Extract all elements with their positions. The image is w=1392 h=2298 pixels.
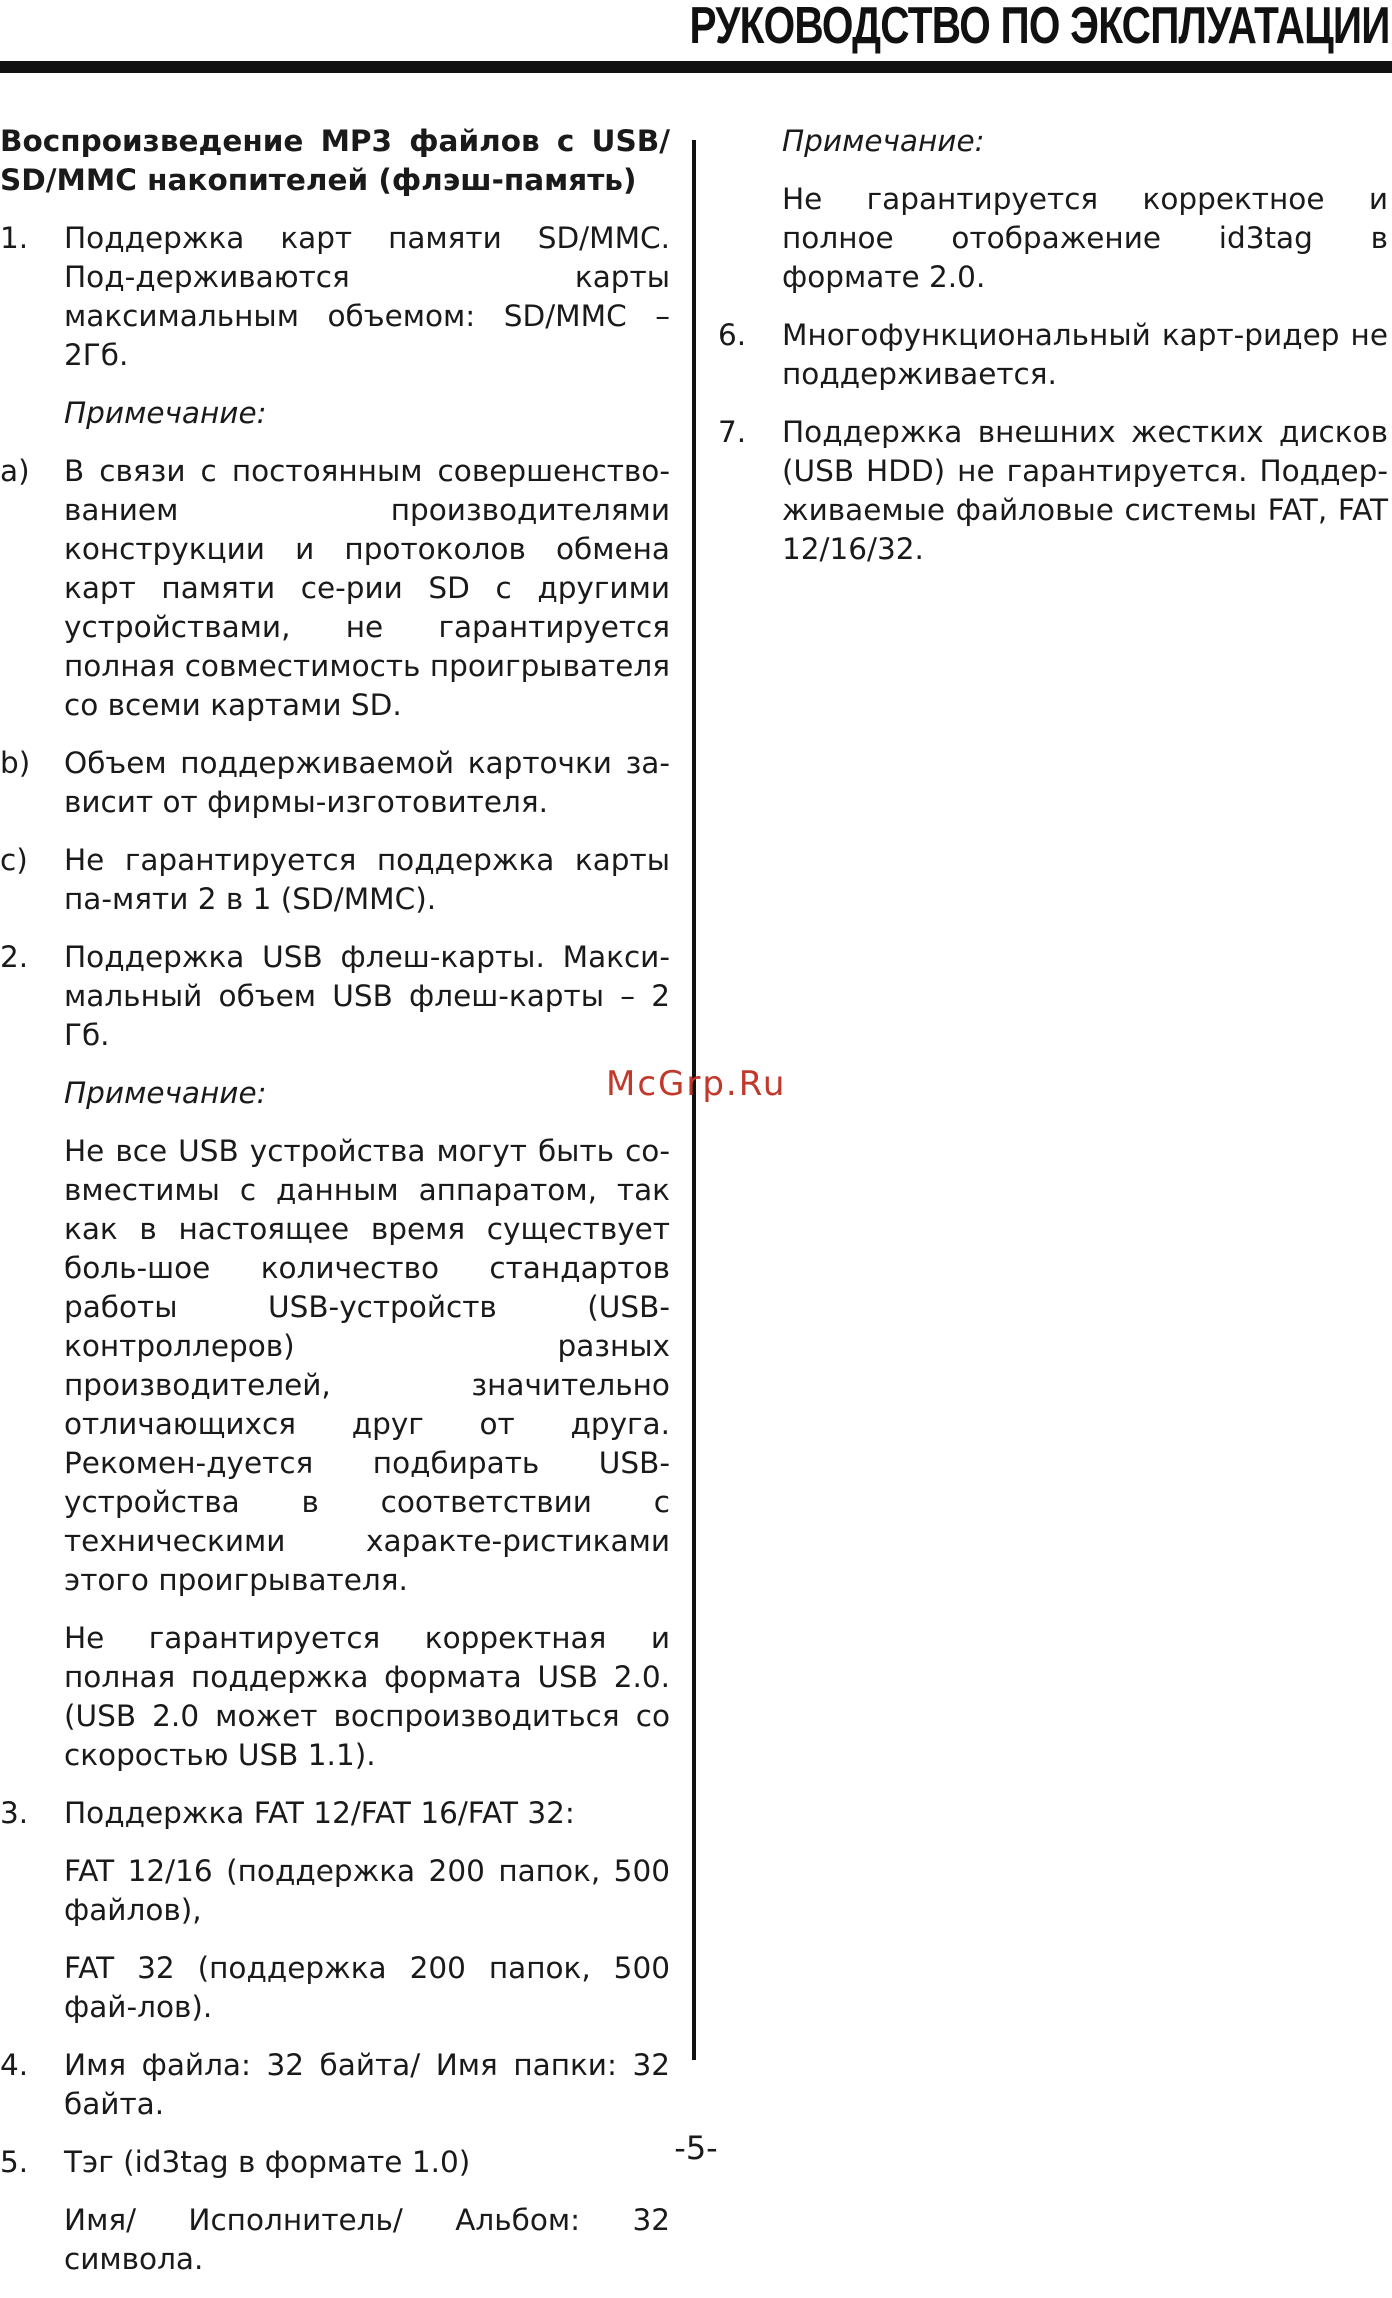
list-item-2 (0, 938, 670, 1055)
item-text: Поддержка FAT 12/FAT 16/FAT 32: (64, 1796, 575, 1830)
item-text: Не гарантируется поддержка карты па-мяти 2 в 1 (SD/MMC). (64, 843, 670, 916)
item-text: Многофункциональный карт-ридер не поддерживается. (782, 318, 1388, 391)
list-item-7 (718, 413, 1388, 569)
right-column (718, 122, 1388, 588)
list-item-b (0, 744, 670, 822)
item-text: Имя файла: 32 байта/ Имя папки: 32 байта. (64, 2048, 670, 2121)
item-text: Поддержка карт памяти SD/MMC. Под-держиваются карты максимальным объемом: SD/MMC – 2Гб. (64, 221, 670, 372)
paragraph: Не гарантируется корректное и полное отображение id3tag в формате 2.0. (782, 182, 1388, 294)
item-text: Тэг (id3tag в формате 1.0) (64, 2145, 471, 2179)
item-text: В связи с постоянным совершенство-ванием производителями конструкции и протоколов обмена карт памяти се-рии SD с другими устройствами, не гарантируется полная совместимость проигрывателя со всеми картами SD. (64, 454, 670, 722)
header-rule (0, 61, 1392, 73)
item-text: Поддержка внешних жестких дисков (USB HDD) не гарантируется. Поддер-живаемые файловые системы FAT, FAT 12/16/32. (782, 415, 1388, 566)
item-number: a) (0, 454, 30, 488)
paragraph: FAT 32 (поддержка 200 папок, 500 фай-лов). (64, 1951, 670, 2024)
list-item-6 (718, 316, 1388, 394)
item-number: c) (0, 843, 28, 877)
list-item-4 (0, 2046, 670, 2124)
page-header (0, 0, 1392, 80)
item-number: 2. (0, 940, 29, 974)
paragraph: Не все USB устройства могут быть со-вместимы с данным аппаратом, так как в настоящее время существует боль-шое количество стандартов работы USB-устройств (USB-контроллеров) разных производителей, значительно отличающихся друг от друга. Рекомен-дуется подбирать USB-устройства в соответствии с техническими характе-ристиками этого проигрывателя. (64, 1134, 670, 1597)
item-number: 1. (0, 221, 29, 255)
paragraph: Имя/ Исполнитель/ Альбом: 32 символа. (64, 2203, 670, 2276)
page-number: -5- (674, 2129, 718, 2167)
list-item-1 (0, 219, 670, 375)
section-title: Воспроизведение MP3 файлов с USB/ SD/MMC накопителей (флэш-память) (0, 124, 670, 197)
list-item-3 (0, 1794, 670, 1833)
watermark: McGrp.Ru (606, 1064, 787, 1104)
item-text: Поддержка USB флеш-карты. Макси-мальный объем USB флеш-карты – 2 Гб. (64, 940, 670, 1052)
item-number: 6. (718, 318, 747, 352)
note-label: Примечание: (782, 124, 985, 158)
item-number: 3. (0, 1796, 29, 1830)
item-text: Объем поддерживаемой карточки за-висит от фирмы-изготовителя. (64, 746, 670, 819)
item-number: 7. (718, 415, 747, 449)
note-label: Примечание: (64, 1076, 267, 1110)
header-title: РУКОВОДСТВО ПО ЭКСПЛУАТАЦИИ (689, 0, 1390, 55)
item-number: 4. (0, 2048, 29, 2082)
paragraph: FAT 12/16 (поддержка 200 папок, 500 файлов), (64, 1854, 670, 1927)
list-item-a (0, 452, 670, 725)
paragraph: Не гарантируется корректная и полная поддержка формата USB 2.0. (USB 2.0 может воспроизводиться со скоростью USB 1.1). (64, 1621, 670, 1772)
item-number: b) (0, 746, 31, 780)
note-label: Примечание: (64, 396, 267, 430)
list-item-c (0, 841, 670, 919)
item-number: 5. (0, 2145, 29, 2179)
left-column (0, 122, 670, 2298)
